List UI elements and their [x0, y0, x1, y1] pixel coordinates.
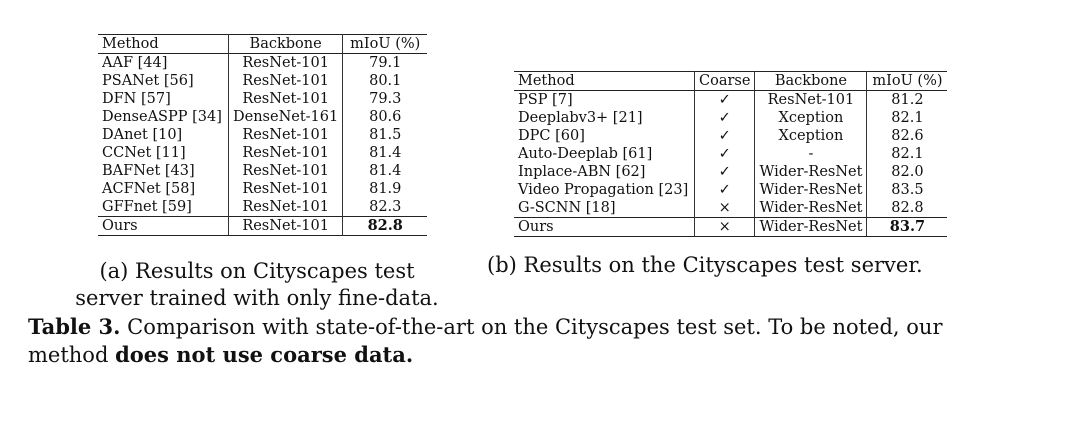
table-row [98, 108, 427, 126]
cell-method: DFN [57] [98, 90, 229, 108]
table-row [98, 126, 427, 144]
cell-backbone: ResNet-101 [229, 126, 343, 144]
table-row [98, 144, 427, 162]
table-row [514, 163, 947, 181]
cell-miou: 80.6 [369, 109, 402, 125]
cell-backbone: ResNet-101 [229, 180, 343, 198]
caption-emphasis: does not use coarse data. [115, 342, 414, 367]
cell-backbone: Wider-ResNet [755, 181, 867, 199]
cell-method: GFFnet [59] [98, 198, 229, 217]
cell-backbone: Xception [755, 109, 867, 127]
cell-miou: 82.1 [891, 146, 924, 162]
cell-method: AAF [44] [98, 54, 229, 73]
subcaption-b: (b) Results on the Cityscapes test server. [487, 253, 923, 277]
header-method: Method [514, 72, 695, 91]
cell-method: BAFNet [43] [98, 162, 229, 180]
cell-backbone: Xception [755, 127, 867, 145]
table-row [514, 145, 947, 163]
cell-miou: 79.3 [369, 91, 402, 107]
table-b-header-row [514, 72, 947, 91]
table-row-ours [98, 217, 427, 236]
table-row [514, 91, 947, 110]
cell-backbone: Wider-ResNet [755, 199, 867, 218]
cell-method: G-SCNN [18] [514, 199, 695, 218]
cell-coarse: ✓ [695, 181, 755, 199]
cell-method: DPC [60] [514, 127, 695, 145]
cell-method: CCNet [11] [98, 144, 229, 162]
cell-coarse: ✓ [695, 145, 755, 163]
caption-label: Table 3. [28, 314, 121, 339]
cell-miou: 82.1 [891, 110, 924, 126]
cell-miou: 82.0 [891, 164, 924, 180]
table-row [514, 127, 947, 145]
cell-backbone: ResNet-101 [229, 144, 343, 162]
cell-miou: 81.2 [891, 92, 924, 108]
header-miou: mIoU (%) [350, 36, 421, 52]
cell-backbone-ours: Wider-ResNet [755, 218, 867, 237]
cell-coarse: ✓ [695, 127, 755, 145]
cell-miou: 81.9 [369, 181, 402, 197]
cell-method-ours: Ours [98, 217, 229, 236]
cell-method: ACFNet [58] [98, 180, 229, 198]
cell-backbone: ResNet-101 [229, 198, 343, 217]
cell-miou: 82.8 [891, 200, 924, 216]
cell-coarse: × [695, 199, 755, 218]
cell-coarse: ✓ [695, 163, 755, 181]
cell-method: Deeplabv3+ [21] [514, 109, 695, 127]
subcaption-a-line2: server trained with only fine-data. [75, 286, 439, 310]
subcaption-a-line1: (a) Results on Cityscapes test [99, 259, 415, 283]
header-backbone: Backbone [755, 72, 867, 91]
cell-miou: 81.5 [369, 127, 402, 143]
cell-method: DAnet [10] [98, 126, 229, 144]
cell-miou: 82.3 [369, 199, 402, 215]
table-caption [28, 313, 1028, 369]
cell-backbone: ResNet-101 [229, 90, 343, 108]
cell-miou: 80.1 [369, 73, 402, 89]
cell-miou: 83.5 [891, 182, 924, 198]
cell-backbone: ResNet-101 [229, 72, 343, 90]
table-row [98, 180, 427, 198]
cell-backbone: Wider-ResNet [755, 163, 867, 181]
cell-method-ours: Ours [514, 218, 695, 237]
cell-miou-ours: 83.7 [867, 218, 948, 237]
cell-backbone: - [755, 145, 867, 163]
cell-backbone: ResNet-101 [229, 162, 343, 180]
cell-coarse: ✓ [695, 109, 755, 127]
cell-backbone-ours: ResNet-101 [229, 217, 343, 236]
table-row-ours [514, 218, 947, 237]
cell-miou: 79.1 [369, 55, 402, 71]
cell-method: PSANet [56] [98, 72, 229, 90]
table-b-test-server-results [514, 71, 947, 237]
cell-miou: 81.4 [369, 163, 402, 179]
cell-coarse-ours: × [695, 218, 755, 237]
table-row [98, 162, 427, 180]
cell-coarse: ✓ [695, 91, 755, 110]
cell-method: Video Propagation [23] [514, 181, 695, 199]
table-row [514, 199, 947, 218]
table-a-fine-data-results [98, 34, 427, 236]
cell-backbone: ResNet-101 [755, 91, 867, 110]
header-backbone: Backbone [229, 35, 343, 54]
table-row [514, 181, 947, 199]
table-row [98, 54, 427, 73]
table-row [98, 198, 427, 217]
cell-miou: 82.6 [891, 128, 924, 144]
cell-miou: 81.4 [369, 145, 402, 161]
header-method: Method [98, 35, 229, 54]
cell-backbone: ResNet-101 [229, 54, 343, 73]
cell-method: PSP [7] [514, 91, 695, 110]
caption-text: Comparison with state-of-the-art on the Cityscapes test set. To be noted, our method [28, 315, 943, 367]
cell-miou-ours: 82.8 [343, 217, 428, 236]
cell-method: DenseASPP [34] [98, 108, 229, 126]
header-coarse: Coarse [695, 72, 755, 91]
table-row [514, 109, 947, 127]
cell-method: Inplace-ABN [62] [514, 163, 695, 181]
cell-method: Auto-Deeplab [61] [514, 145, 695, 163]
table-row [98, 72, 427, 90]
header-miou: mIoU (%) [872, 73, 943, 89]
table-a-header-row [98, 35, 427, 54]
cell-backbone: DenseNet-161 [229, 108, 343, 126]
subcaption-a [62, 258, 452, 312]
table-row [98, 90, 427, 108]
